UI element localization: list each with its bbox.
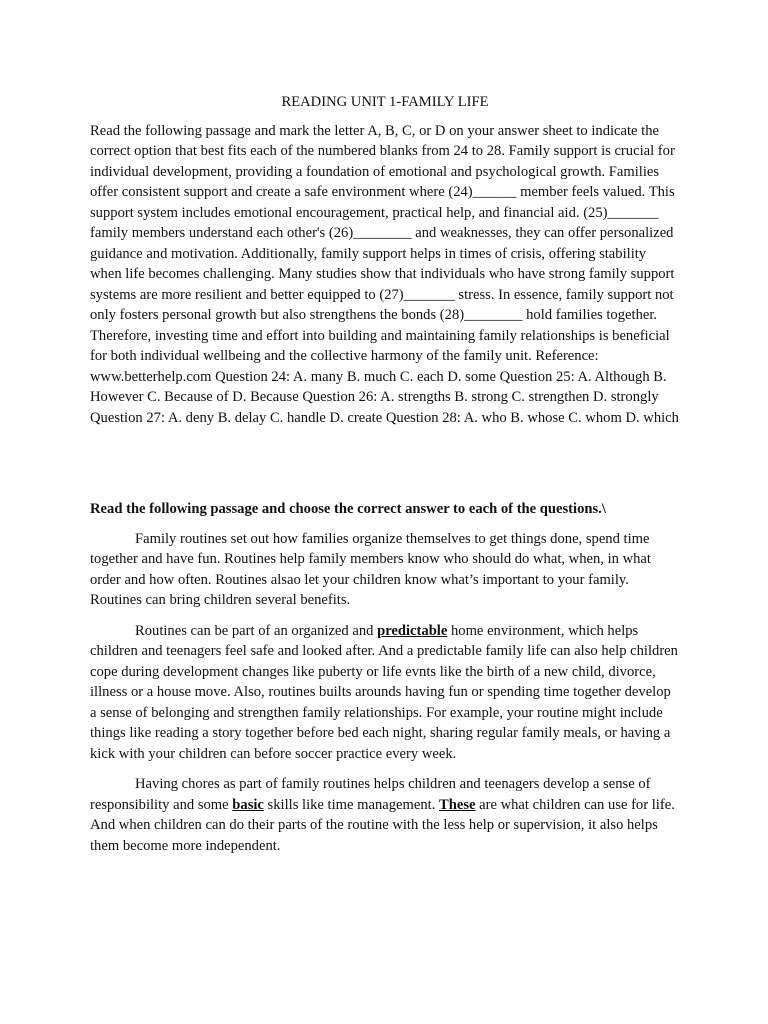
page-title: READING UNIT 1-FAMILY LIFE	[281, 94, 489, 110]
highlighted-word-predictable: predictable	[377, 622, 448, 639]
document-page	[90, 92, 680, 866]
section-spacer	[90, 428, 680, 499]
paragraph-3-text-c: skills like time management.	[263, 796, 439, 813]
paragraph-2-text-a: Routines can be part of an organized and	[135, 622, 378, 639]
passage-paragraph-3	[90, 774, 680, 856]
cloze-passage: Read the following passage and mark the letter A, B, C, or D on your answer sheet to indicate the correct option that best fits each of the numbered blanks from 24 to 28. Family support is crucial for individual development, providing a foundation of emotional and psychological growth. Families offer consistent support and create a safe environment where (24)______ member feels valued. This support system includes emotional encouragement, practical help, and financial aid. (25)_______ family members understand each other's (26)________ and weaknesses, they can offer personalized guidance and motivation. Additionally, family support helps in times of crisis, offering stability when life becomes challenging. Many studies show that individuals who have strong family support systems are more resilient and better equipped to (27)_______ stress. In essence, family support not only fosters personal growth but also strengthens the bonds (28)________ hold families together. Therefore, investing time and effort into building and maintaining family relationships is beneficial for both individual wellbeing and the collective harmony of the family unit. Reference: www.betterhelp.com Question 24: A. many B. much C. each D. some Question 25: A. Although B. However C. Because of D. Because Question 26: A. strengths B. strong C. strengthen D. strongly Question 27: A. deny B. delay C. handle D. create Question 28: A. who B. whose C. whom D. which	[90, 122, 679, 426]
paragraph-3-text-a: Having chores as part of family routines helps children and teenagers develop a sense of responsibility and some	[90, 776, 651, 813]
reading-instruction: Read the following passage and choose the correct answer to each of the questions.\	[90, 501, 606, 517]
highlighted-word-these: These	[439, 796, 476, 813]
highlighted-word-basic: basic	[232, 796, 264, 813]
passage-paragraph-1: Family routines set out how families organize themselves to get things done, spend time together and have fun. Routines help family members know who should do what, when, in what order and how often. Routines alsao let your children know what’s important to your family. Routines can bring children several benefits.	[90, 530, 651, 608]
paragraph-2-text-c: home environment, which helps children and teenagers feel safe and looked after. And a predictable family life can also help children cope during development changes like puberty or life evnts like the birth of a new child, divorce, illness or a house move. Also, routines builts arounds having fun or spending time together develop a sense of belonging and strengthen family relationships. For example, your routine might include things like reading a story together before bed each night, sharing regular family meals, or having a kick with your children can before soccer practice every week.	[90, 622, 678, 762]
paragraph-3-text-e: are what children can use for life. And when children can do their parts of the routine with the less help or supervision, it also helps them become more independent.	[90, 796, 675, 854]
passage-paragraph-2	[90, 621, 680, 765]
